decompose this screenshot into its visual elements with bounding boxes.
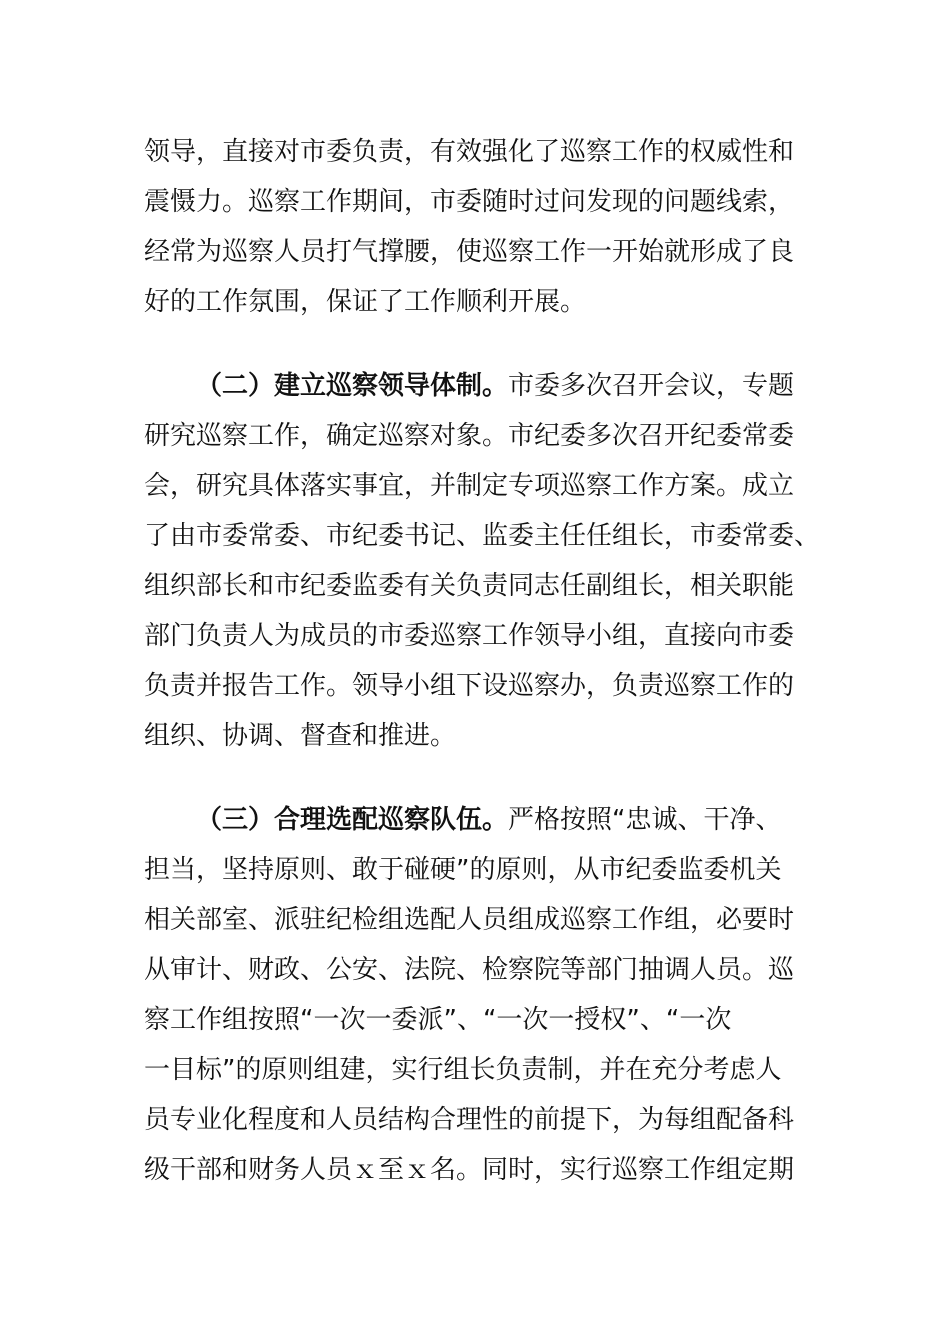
text-line: 了由市委常委、市纪委书记、监委主任任组长，市委常委、 (144, 521, 821, 551)
text-line: 好的工作氛围，保证了工作顺利开展。 (144, 287, 587, 317)
text-line: 研究巡察工作，确定巡察对象。市纪委多次召开纪委常委 (144, 421, 795, 451)
text-line: 部门负责人为成员的市委巡察工作领导小组，直接向市委 (144, 621, 795, 651)
text-line: 察工作组按照“一次一委派”、“一次一授权”、“一次 (144, 1005, 732, 1035)
text-line: 领导，直接对市委负责，有效强化了巡察工作的权威性和 (144, 137, 795, 167)
text-line: 担当，坚持原则、敢于碰硬”的原则，从市纪委监委机关 (144, 855, 782, 885)
section-heading-3: （三）合理选配巡察队伍。 (196, 805, 509, 835)
text-line: 经常为巡察人员打气撑腰，使巡察工作一开始就形成了良 (144, 237, 795, 267)
text-line (144, 361, 794, 411)
text-line: 震慑力。巡察工作期间，市委随时过问发现的问题线索， (144, 187, 795, 217)
text-run: 市委多次召开会议，专题 (508, 371, 795, 401)
paragraph-inspection-team (144, 795, 794, 1195)
text-line (144, 795, 794, 845)
section-heading-2: （二）建立巡察领导体制。 (196, 371, 509, 401)
paragraph-leadership-authority (144, 127, 794, 327)
text-line: 组织、协调、督查和推进。 (144, 721, 457, 751)
text-line: 会，研究具体落实事宜，并制定专项巡察工作方案。成立 (144, 471, 795, 501)
text-line: 组织部长和市纪委监委有关负责同志任副组长，相关职能 (144, 571, 795, 601)
text-line: 从审计、财政、公安、法院、检察院等部门抽调人员。巡 (144, 955, 795, 985)
paragraph-leadership-system (144, 361, 821, 761)
text-line: 负责并报告工作。领导小组下设巡察办，负责巡察工作的 (144, 671, 795, 701)
text-run: 严格按照“忠诚、干净、 (508, 805, 782, 835)
text-line: 一目标”的原则组建，实行组长负责制，并在充分考虑人 (144, 1055, 782, 1085)
text-line: 级干部和财务人员ｘ至ｘ名。同时，实行巡察工作组定期 (144, 1155, 795, 1185)
text-line: 员专业化程度和人员结构合理性的前提下，为每组配备科 (144, 1105, 795, 1135)
text-line: 相关部室、派驻纪检组选配人员组成巡察工作组，必要时 (144, 905, 795, 935)
